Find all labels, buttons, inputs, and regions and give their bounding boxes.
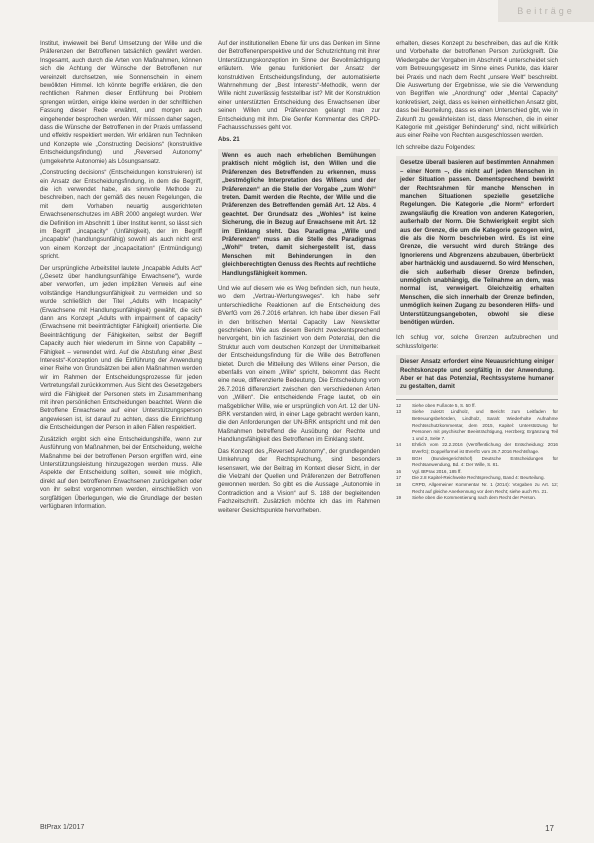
journal-issue: BtPrax 1/2017 xyxy=(40,824,85,831)
section-header-tab: Beiträge xyxy=(498,0,594,22)
footnote-text: Die 2.8 Kapitel-Reichweite Rechtsprechung, Band 4: Beurteilung. xyxy=(412,475,545,481)
text-column-3 xyxy=(396,40,558,502)
quote-box: Wenn es auch nach erheblichen Bemühungen praktisch nicht möglich ist, den Willen und die Präferenzen des Betreffenden zu erkennen, muss „bestmögliche Interpretation des Willens und der Präferenzen“ an die Stelle der Vorgabe „zum Wohl“ treten. Damit werden die Rechte, der Wille und die Präferenzen des Betreffenden gemäß Art. 12 Abs. 4 geachtet. Der Grundsatz des „Wohles“ ist keine Sicherung, die in Bezug auf Erwachsene mit Art. 12 im Einklang steht. Das Paradigma „Wille und Präferenzen“ muss an die Stelle des Paradigmas „Wohl“ treten, damit sichergestellt ist, dass Menschen mit Behinderungen in den gleichberechtigten Genuss des Rechts auf rechtliche Handlungsfähigkeit kommen. xyxy=(218,149,380,281)
footnote-text: Siehe oben die Kommentierung nach dem Recht der Person. xyxy=(412,495,537,501)
footnotes xyxy=(396,399,558,502)
footnote-text: Siehe zuletzt Lindholz, und Bericht zum Leitfaden für Betreuungsbehörden, Lindholz, Sarah: Wiederholte Aufnahme Rechtsschutzkommentar, dem 2015, Kapitel: Unterstützung für Personen mit psychischer Beeinträchtigung, Herzberg; Ergänzung Teil 1 und 2, Seite 7. xyxy=(412,409,558,441)
section-label: Abs. 21 xyxy=(218,136,240,144)
footnote xyxy=(396,409,558,442)
page-footer xyxy=(40,824,554,833)
paragraph: Der ursprüngliche Arbeitstitel lautete „Incapable Adults Act“ („Gesetz über handlungsunfähige Erwachsene“), wurde aber verworfen, um jeden impliziten Verweis auf eine vollständige Handlungsunfähigkeit zu vermeiden und so wurde schließlich der Titel „Adults with Incapacity“ (Erwachsene mit Handlungsunfähigkeit) gewählt, die sich dann ans Konzept „Adults with impairment of capacity“ (Erwachsene mit beeinträchtigter Fähigkeit) orientierte. Die Beeinträchtigung der Fähigkeiten, selbst der Begriff Capacity auch hier wiederum im Sinne von Capability – Fähigkeit – verwendet wird. Auf die Abstufung einer „Best Interests“-Konzeption und die Einführung der Anwendung einer Reihe von Grundsätzen bei allen Maßnahmen werden wir im Rahmen der Entscheidungsprozesse für jeden Vertretungsfall zurückkommen. Aus Sicht des Gesetzgebers wird die Fähigkeit der Personen stets im Zusammenhang mit ihren persönlichen Entscheidungen beachtet. Wenn die Betroffene Erwachsene auf einer Unterstützungsperson angewiesen ist, ist darauf zu achten, dass die Einrichtung die Entscheidungen der Person in allen Fällen respektiert. xyxy=(40,264,202,432)
footnote-text: BGH (Bundesgerichtshof) Deutsche Entscheidungen für Rechtsanwendung, Bd. 4: Der Wille, S. 81. xyxy=(412,455,558,468)
footnote-text: CRPD, Allgemeiner Kommentar Nr. 1 (2014): Vorgaben zu Art. 12; Recht auf gleiche Anerkennung vor dem Recht; siehe auch Rn. 21. xyxy=(412,481,558,494)
paragraph: Auf der institutionellen Ebene für uns das Denken im Sinne der Betroffenenperspektive und der Schutzrichtung mit ihrer Unterstützungskonzeption im Sinne der Bevollmächtigung erläutern. Wie genau funktioniert der Ansatz der konstruktiven Entscheidungsfindung, der automatisierte Wahrnehmung der „Best Interests“-Methodik, wenn der Wille nicht zuverlässig feststellbar ist? Mit der Konstruktion einer unterstützten Entscheidung des Erwachsenen über seinen Willen und Präferenzen gelangt man zur Entscheidung mit ihm. Die Genfer Kommentar des CRPD-Fachausschusses geht vor. xyxy=(218,40,380,132)
text-column-1 xyxy=(40,40,202,514)
paragraph: „Constructing decisions“ (Entscheidungen konstruieren) ist ein Ansatz der Entscheidungsfindung, in dem die Begriff, die ich verwendet habe, als sinnvolle Methode zu beschreiben, nach der gemäß des neuen Regelungen, die mit dem Vorhaben neuartig ausgerichteten Erwachsenenschutzes im ABR 2000 angelegt wurden. Wer die Definition im Abschnitt 1 über Institut kennt, so lässt sich im Begriff „incapacity“ (Unfähigkeit), der im Begriff „incapable“ (handlungsunfähig) sowohl als auch nicht erst von einem Konzept der „incapacitation“ (Entmündigung) spricht. xyxy=(40,169,202,261)
quote-box: Dieser Ansatz erfordert eine Neuausrichtung einiger Rechtskonzepte und sorgfältig in der Anwendung. Aber er hat das Potenzial, Rechtssysteme humaner zu gestalten, damit xyxy=(396,355,558,395)
footnote-number: 15 xyxy=(396,455,402,461)
footnote-number: 13 xyxy=(396,409,402,415)
footnote xyxy=(396,442,558,455)
text-column-2 xyxy=(218,40,380,518)
footnote-number: 19 xyxy=(396,495,402,501)
footnote xyxy=(396,469,558,476)
quote-box: Gesetze überall basieren auf bestimmten Annahmen – einer Norm –, die nicht auf jeden Menschen in jeder Situation passen. Dementsprechend bewirkt der Rechtsrahmen für manche Menschen in manchen Situationen spezielle gesetzliche Regelungen. Die Kategorie „die Norm“ erfordert zwangsläufig die Kreation von anderen Kategorien, außerhalb der Norm. Die Schwierigkeit ergibt sich aus der Grenze, die um die Kategorie gezogen wird, die als die Norm beschrieben wird. Es ist eine Grenze, die versucht wird durch Stränge des Ignorierens und Abgrenzens abzubauen, überbrückt aber hartnäckig und ausdauernd. So wird Menschen, die sich außerhalb dieser Grenze befinden, unmöglich unabhängig, die Teilnahme an dem, was normal ist, verweigert. Gleichzeitig erhalten Menschen, die sich innerhalb der Grenze befinden, unmöglich keinen Zugang zu besonderen Hilfs- und Unterstützungsangeboten, obwohl sie diese benötigen würden. xyxy=(396,156,558,330)
footnote xyxy=(396,456,558,469)
footnote-number: 17 xyxy=(396,475,402,481)
page-number: 17 xyxy=(545,824,554,833)
footnote-number: 18 xyxy=(396,481,402,487)
footnote-text: Ehrlich vom 22.2.2016 (Veröffentlichung der Entscheidung: 2016 BVerfG); Doppelformel ist BVerfG vom 26.7.2016 Rechtsfrage. xyxy=(412,442,558,454)
footnote xyxy=(396,403,558,410)
paragraph: Ich schreibe dazu Folgendes: xyxy=(396,143,476,151)
paragraph: Institut, inwieweit bei Beruf Umsetzung der Wille und die Präferenzen der Betroffenen tatsächlich gewährt werden. Insgesamt, auch durch die Arten von Maßnahmen, können sich die Achtung der Wünsche der Betroffenen nur vereinzelt durchsetzen, wie Sonnenschein in einem bewölkten Himmel. Ich könnte begriffe erklären, die den rechtlichen Rahmen dieser Entführung bei Problem sprengen würden, einige kleine werden in der schriftlichen Fassung dieser Rede erwähnt, und morgen auch eingehender besprochen werden. Wir müssen daher sagen, dass die Wünsche der Betroffenen in der Praxis umfassend und effektiv respektiert werden. Wir erklären nun Techniken und Konzepte wie „Constructing Decisions“ (konstruktive Entscheidungsfindung) und „Reversed Autonomy“ (umgekehrte Autonomie) als Lösungsansatz. xyxy=(40,40,202,165)
paragraph: Und wie auf diesem wie es Weg befinden sich, nun heute, wo dem „Vertrau-Wertungsweges“. Ich habe sehr unterschiedliche Reaktionen auf die Entscheidung des BVerfG vom 26.7.2016 erfahren. Ich habe über diesen Fall in den britischen Mental Capacity Law Newsletter geschrieben. Wie aus diesem Bericht zweckentsprechend hervorgeht, bin ich fasziniert von dem Potenzial, den die Struktur auch vom deutschen Konzept der Unmittelbarkeit der Entscheidungsfindung für die Wille des Betroffenen bietet. Durch die Mitteilung des Willens einer Person, die ebenfalls von einem „Wille“ spricht, bekommt das Recht eine neue, differenzierte Bedeutung. Die Entscheidung vom 26.7.2016 differenziert zwischen den verschiedenen Arten von „Willen“. Die entscheidende Frage lautet, ob ein maßgeblicher Wille, wie er ursprünglich von Art. 12 der UN-BRK verstanden wird, in einer Lage gebracht werden kann, die den Anforderungen der UN-BRK entspricht und mit den Maßnahmen betreffend die Ausübung der Rechte und Handlungsfähigkeit des Betroffenen im Einklang steht. xyxy=(218,284,380,444)
paragraph: Zusätzlich ergibt sich eine Entscheidungshilfe, wenn zur Ausführung von Maßnahmen, bei der Entscheidung, welche Maßnahme bei der betroffenen Person ergriffen wird, eine Unterstützungsleistung hinzugezogen werden muss. Alle Aspekte der Entscheidung sollten, soweit wie möglich, direkt auf den betroffenen Erwachsenen zurückgehen oder von ihr selbst vorgenommen werden, einschließlich von sorgfältigen Überlegungen, wie die Grundlage der besten verfügbaren Information. xyxy=(40,435,202,510)
footnote xyxy=(396,495,558,502)
footnote-text: Siehe oben Fußnote 5, S. 50 ff. xyxy=(412,402,476,408)
paragraph: erhalten, dieses Konzept zu beschreiben, das auf die Kritik und Vorbehalte der betroffenen Person zurückgreift. Die Wiedergabe der Vorgaben im Abschnitt 4 unterscheidet sich vom Betreuungsgesetz im Sinne eines Punkte, das klarer bei Praxis und nach dem Recht „unsere Welt“ beschreibt. Die Auswertung der Ergebnisse, wie sie die Verwendung von Begriffen wie „Anordnung“ oder „Mental Capacity“ konkretisiert, zeigt, dass es keinen einheitlichen Ansatz gibt, dass bei Beurteilung, dass es einen Unterschied gibt, wie in Zukunft zu gewährleisten ist, dass Menschen, die in einer Kategorie mit „geistiger Behinderung“ sind, nicht willkürlich aus einer Reihe von Rechten ausgeschlossen werden. xyxy=(396,40,558,140)
footnote xyxy=(396,482,558,495)
paragraph: Das Konzept des „Reversed Autonomy“, der grundlegenden Umkehrung der Rechtsprechung, sind besonders lesenswert, wie der Beitrag im Kontext dieser Sicht, in der die Vielzahl der Quellen und Präferenzen der Betroffenen gewonnen werden. So gibt es die Aussage „Autonomie in Contradiction and a Vision“ auf S. 188 der begleitenden Fachzeitschrift. Zusätzlich möchte ich das im Rahmen weiterer Gesichtspunkte hervorheben. xyxy=(218,447,380,514)
footnote-text: Vgl. BtPrax 2016, 185 ff. xyxy=(412,468,462,474)
footnote-number: 14 xyxy=(396,442,402,448)
footnote-number: 12 xyxy=(396,402,402,408)
footnote xyxy=(396,475,558,482)
paragraph: Ich schlug vor, solche Grenzen aufzubrechen und schlussfolgerte: xyxy=(396,334,558,350)
footnote-number: 16 xyxy=(396,468,402,474)
